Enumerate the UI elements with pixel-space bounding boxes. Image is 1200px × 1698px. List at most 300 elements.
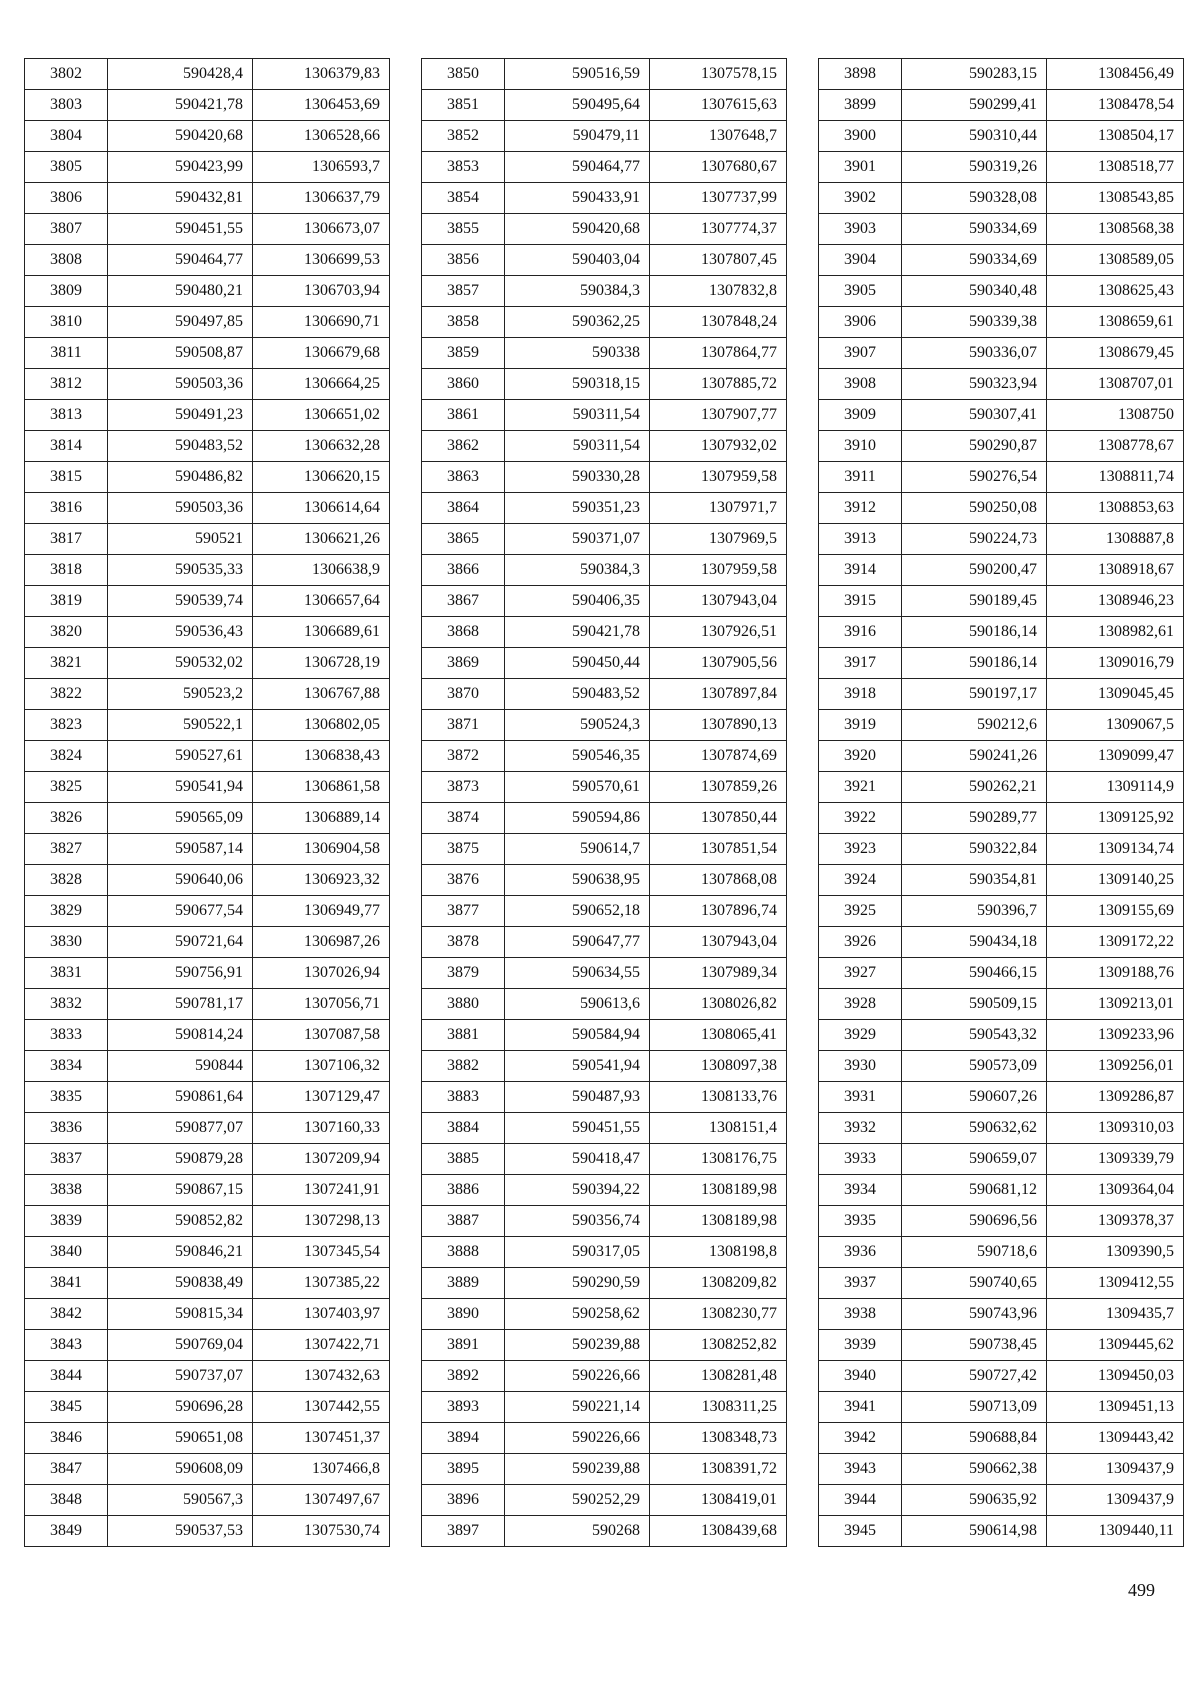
- table-row: [422, 989, 787, 1020]
- y-coordinate-cell: 1309045,45: [1047, 679, 1184, 710]
- x-coordinate-cell: 590503,36: [108, 369, 253, 400]
- x-coordinate-cell: 590450,44: [505, 648, 650, 679]
- table-row: [25, 896, 390, 927]
- x-coordinate-cell: 590354,81: [902, 865, 1047, 896]
- point-number-cell: 3807: [25, 214, 108, 245]
- point-number-cell: 3899: [819, 90, 902, 121]
- table-row: [422, 896, 787, 927]
- x-coordinate-cell: 590480,21: [108, 276, 253, 307]
- x-coordinate-cell: 590537,53: [108, 1516, 253, 1547]
- y-coordinate-cell: 1309016,79: [1047, 648, 1184, 679]
- x-coordinate-cell: 590239,88: [505, 1330, 650, 1361]
- x-coordinate-cell: 590290,59: [505, 1268, 650, 1299]
- table-row: [25, 121, 390, 152]
- y-coordinate-cell: 1308456,49: [1047, 59, 1184, 90]
- point-number-cell: 3834: [25, 1051, 108, 1082]
- x-coordinate-cell: 590212,6: [902, 710, 1047, 741]
- table-row: [819, 586, 1184, 617]
- table-row: [25, 524, 390, 555]
- y-coordinate-cell: 1307385,22: [253, 1268, 390, 1299]
- point-number-cell: 3855: [422, 214, 505, 245]
- point-number-cell: 3923: [819, 834, 902, 865]
- table-row: [819, 1330, 1184, 1361]
- y-coordinate-cell: 1307403,97: [253, 1299, 390, 1330]
- point-number-cell: 3853: [422, 152, 505, 183]
- y-coordinate-cell: 1307874,69: [650, 741, 787, 772]
- point-number-cell: 3897: [422, 1516, 505, 1547]
- point-number-cell: 3907: [819, 338, 902, 369]
- point-number-cell: 3873: [422, 772, 505, 803]
- y-coordinate-cell: 1307850,44: [650, 803, 787, 834]
- x-coordinate-cell: 590483,52: [108, 431, 253, 462]
- point-number-cell: 3857: [422, 276, 505, 307]
- y-coordinate-cell: 1307530,74: [253, 1516, 390, 1547]
- y-coordinate-cell: 1309378,37: [1047, 1206, 1184, 1237]
- table-row: [25, 679, 390, 710]
- table-row: [25, 1020, 390, 1051]
- y-coordinate-cell: 1309451,13: [1047, 1392, 1184, 1423]
- table-row: [819, 1361, 1184, 1392]
- point-number-cell: 3836: [25, 1113, 108, 1144]
- y-coordinate-cell: 1309443,42: [1047, 1423, 1184, 1454]
- point-number-cell: 3933: [819, 1144, 902, 1175]
- x-coordinate-cell: 590570,61: [505, 772, 650, 803]
- table-row: [422, 369, 787, 400]
- table-row: [25, 958, 390, 989]
- table-row: [25, 1206, 390, 1237]
- y-coordinate-cell: 1308097,38: [650, 1051, 787, 1082]
- table-row: [422, 679, 787, 710]
- point-number-cell: 3914: [819, 555, 902, 586]
- table-row: [25, 1454, 390, 1485]
- table-row: [25, 1516, 390, 1547]
- table-row: [422, 121, 787, 152]
- x-coordinate-cell: 590356,74: [505, 1206, 650, 1237]
- table-row: [819, 958, 1184, 989]
- table-row: [819, 1051, 1184, 1082]
- point-number-cell: 3810: [25, 307, 108, 338]
- y-coordinate-cell: 1307959,58: [650, 555, 787, 586]
- x-coordinate-cell: 590307,41: [902, 400, 1047, 431]
- point-number-cell: 3930: [819, 1051, 902, 1082]
- y-coordinate-cell: 1309412,55: [1047, 1268, 1184, 1299]
- point-number-cell: 3802: [25, 59, 108, 90]
- x-coordinate-cell: 590433,91: [505, 183, 650, 214]
- point-number-cell: 3869: [422, 648, 505, 679]
- table-row: [422, 400, 787, 431]
- table-row: [422, 1299, 787, 1330]
- y-coordinate-cell: 1309067,5: [1047, 710, 1184, 741]
- point-number-cell: 3839: [25, 1206, 108, 1237]
- point-number-cell: 3805: [25, 152, 108, 183]
- point-number-cell: 3940: [819, 1361, 902, 1392]
- y-coordinate-cell: 1308707,01: [1047, 369, 1184, 400]
- y-coordinate-cell: 1307129,47: [253, 1082, 390, 1113]
- x-coordinate-cell: 590241,26: [902, 741, 1047, 772]
- table-row: [819, 1516, 1184, 1547]
- table-row: [25, 59, 390, 90]
- table-row: [422, 1423, 787, 1454]
- x-coordinate-cell: 590737,07: [108, 1361, 253, 1392]
- x-coordinate-cell: 590634,55: [505, 958, 650, 989]
- point-number-cell: 3870: [422, 679, 505, 710]
- y-coordinate-cell: 1308281,48: [650, 1361, 787, 1392]
- y-coordinate-cell: 1307943,04: [650, 927, 787, 958]
- y-coordinate-cell: 1307926,51: [650, 617, 787, 648]
- y-coordinate-cell: 1306614,64: [253, 493, 390, 524]
- y-coordinate-cell: 1307056,71: [253, 989, 390, 1020]
- y-coordinate-cell: 1309155,69: [1047, 896, 1184, 927]
- y-coordinate-cell: 1307615,63: [650, 90, 787, 121]
- y-coordinate-cell: 1309134,74: [1047, 834, 1184, 865]
- y-coordinate-cell: 1306889,14: [253, 803, 390, 834]
- y-coordinate-cell: 1308679,45: [1047, 338, 1184, 369]
- x-coordinate-cell: 590420,68: [505, 214, 650, 245]
- y-coordinate-cell: 1307896,74: [650, 896, 787, 927]
- point-number-cell: 3817: [25, 524, 108, 555]
- table-row: [819, 1175, 1184, 1206]
- y-coordinate-cell: 1307832,8: [650, 276, 787, 307]
- point-number-cell: 3903: [819, 214, 902, 245]
- y-coordinate-cell: 1307774,37: [650, 214, 787, 245]
- x-coordinate-cell: 590497,85: [108, 307, 253, 338]
- table-row: [25, 710, 390, 741]
- point-number-cell: 3850: [422, 59, 505, 90]
- y-coordinate-cell: 1307422,71: [253, 1330, 390, 1361]
- x-coordinate-cell: 590718,6: [902, 1237, 1047, 1268]
- y-coordinate-cell: 1309125,92: [1047, 803, 1184, 834]
- point-number-cell: 3941: [819, 1392, 902, 1423]
- point-number-cell: 3927: [819, 958, 902, 989]
- x-coordinate-cell: 590696,28: [108, 1392, 253, 1423]
- point-number-cell: 3877: [422, 896, 505, 927]
- point-number-cell: 3814: [25, 431, 108, 462]
- y-coordinate-cell: 1307890,13: [650, 710, 787, 741]
- y-coordinate-cell: 1308778,67: [1047, 431, 1184, 462]
- x-coordinate-cell: 590727,42: [902, 1361, 1047, 1392]
- point-number-cell: 3913: [819, 524, 902, 555]
- x-coordinate-cell: 590487,93: [505, 1082, 650, 1113]
- x-coordinate-cell: 590614,7: [505, 834, 650, 865]
- x-coordinate-cell: 590328,08: [902, 183, 1047, 214]
- x-coordinate-cell: 590738,45: [902, 1330, 1047, 1361]
- y-coordinate-cell: 1306690,71: [253, 307, 390, 338]
- table-row: [422, 555, 787, 586]
- x-coordinate-cell: 590640,06: [108, 865, 253, 896]
- x-coordinate-cell: 590371,07: [505, 524, 650, 555]
- point-number-cell: 3910: [819, 431, 902, 462]
- y-coordinate-cell: 1308189,98: [650, 1175, 787, 1206]
- y-coordinate-cell: 1308811,74: [1047, 462, 1184, 493]
- table-row: [819, 1206, 1184, 1237]
- table-row: [819, 431, 1184, 462]
- x-coordinate-cell: 590224,73: [902, 524, 1047, 555]
- x-coordinate-cell: 590464,77: [108, 245, 253, 276]
- table-row: [819, 400, 1184, 431]
- table-row: [422, 710, 787, 741]
- point-number-cell: 3818: [25, 555, 108, 586]
- y-coordinate-cell: 1308568,38: [1047, 214, 1184, 245]
- y-coordinate-cell: 1308625,43: [1047, 276, 1184, 307]
- table-row: [819, 772, 1184, 803]
- table-row: [25, 369, 390, 400]
- table-row: [819, 1268, 1184, 1299]
- x-coordinate-cell: 590239,88: [505, 1454, 650, 1485]
- point-number-cell: 3811: [25, 338, 108, 369]
- x-coordinate-cell: 590546,35: [505, 741, 650, 772]
- x-coordinate-cell: 590527,61: [108, 741, 253, 772]
- x-coordinate-cell: 590226,66: [505, 1361, 650, 1392]
- table-row: [422, 245, 787, 276]
- point-number-cell: 3938: [819, 1299, 902, 1330]
- table-row: [819, 865, 1184, 896]
- point-number-cell: 3896: [422, 1485, 505, 1516]
- point-number-cell: 3838: [25, 1175, 108, 1206]
- x-coordinate-cell: 590838,49: [108, 1268, 253, 1299]
- y-coordinate-cell: 1308750: [1047, 400, 1184, 431]
- point-number-cell: 3835: [25, 1082, 108, 1113]
- y-coordinate-cell: 1306638,9: [253, 555, 390, 586]
- point-number-cell: 3881: [422, 1020, 505, 1051]
- table-row: [422, 648, 787, 679]
- x-coordinate-cell: 590268: [505, 1516, 650, 1547]
- x-coordinate-cell: 590362,25: [505, 307, 650, 338]
- x-coordinate-cell: 590351,23: [505, 493, 650, 524]
- y-coordinate-cell: 1307969,5: [650, 524, 787, 555]
- y-coordinate-cell: 1308133,76: [650, 1082, 787, 1113]
- table-row: [819, 245, 1184, 276]
- point-number-cell: 3942: [819, 1423, 902, 1454]
- y-coordinate-cell: 1308348,73: [650, 1423, 787, 1454]
- point-number-cell: 3848: [25, 1485, 108, 1516]
- y-coordinate-cell: 1308543,85: [1047, 183, 1184, 214]
- x-coordinate-cell: 590338: [505, 338, 650, 369]
- point-number-cell: 3849: [25, 1516, 108, 1547]
- x-coordinate-cell: 590486,82: [108, 462, 253, 493]
- table-row: [422, 772, 787, 803]
- y-coordinate-cell: 1309445,62: [1047, 1330, 1184, 1361]
- table-row: [25, 1175, 390, 1206]
- table-row: [422, 59, 787, 90]
- y-coordinate-cell: 1309213,01: [1047, 989, 1184, 1020]
- table-row: [422, 214, 787, 245]
- x-coordinate-cell: 590844: [108, 1051, 253, 1082]
- y-coordinate-cell: 1307737,99: [650, 183, 787, 214]
- point-number-cell: 3872: [422, 741, 505, 772]
- x-coordinate-cell: 590290,87: [902, 431, 1047, 462]
- y-coordinate-cell: 1306689,61: [253, 617, 390, 648]
- y-coordinate-cell: 1307905,56: [650, 648, 787, 679]
- x-coordinate-cell: 590421,78: [108, 90, 253, 121]
- point-number-cell: 3925: [819, 896, 902, 927]
- point-number-cell: 3809: [25, 276, 108, 307]
- table-row: [819, 1237, 1184, 1268]
- point-number-cell: 3867: [422, 586, 505, 617]
- y-coordinate-cell: 1309286,87: [1047, 1082, 1184, 1113]
- table-row: [819, 1113, 1184, 1144]
- y-coordinate-cell: 1306728,19: [253, 648, 390, 679]
- point-number-cell: 3844: [25, 1361, 108, 1392]
- point-number-cell: 3931: [819, 1082, 902, 1113]
- table-row: [422, 1392, 787, 1423]
- x-coordinate-cell: 590638,95: [505, 865, 650, 896]
- y-coordinate-cell: 1309450,03: [1047, 1361, 1184, 1392]
- point-number-cell: 3883: [422, 1082, 505, 1113]
- point-number-cell: 3944: [819, 1485, 902, 1516]
- x-coordinate-cell: 590428,4: [108, 59, 253, 90]
- table-row: [25, 586, 390, 617]
- point-number-cell: 3909: [819, 400, 902, 431]
- y-coordinate-cell: 1306651,02: [253, 400, 390, 431]
- x-coordinate-cell: 590186,14: [902, 648, 1047, 679]
- point-number-cell: 3890: [422, 1299, 505, 1330]
- table-row: [25, 1299, 390, 1330]
- point-number-cell: 3841: [25, 1268, 108, 1299]
- table-row: [422, 1237, 787, 1268]
- y-coordinate-cell: 1308189,98: [650, 1206, 787, 1237]
- y-coordinate-cell: 1307106,32: [253, 1051, 390, 1082]
- y-coordinate-cell: 1308887,8: [1047, 524, 1184, 555]
- y-coordinate-cell: 1307851,54: [650, 834, 787, 865]
- point-number-cell: 3813: [25, 400, 108, 431]
- y-coordinate-cell: 1308176,75: [650, 1144, 787, 1175]
- point-number-cell: 3926: [819, 927, 902, 958]
- y-coordinate-cell: 1309256,01: [1047, 1051, 1184, 1082]
- table-row: [25, 1051, 390, 1082]
- table-row: [25, 1361, 390, 1392]
- point-number-cell: 3859: [422, 338, 505, 369]
- point-number-cell: 3919: [819, 710, 902, 741]
- table-row: [819, 1299, 1184, 1330]
- table-row: [25, 927, 390, 958]
- y-coordinate-cell: 1308391,72: [650, 1454, 787, 1485]
- point-number-cell: 3934: [819, 1175, 902, 1206]
- y-coordinate-cell: 1306679,68: [253, 338, 390, 369]
- x-coordinate-cell: 590384,3: [505, 555, 650, 586]
- y-coordinate-cell: 1307160,33: [253, 1113, 390, 1144]
- point-number-cell: 3821: [25, 648, 108, 679]
- y-coordinate-cell: 1307868,08: [650, 865, 787, 896]
- coordinates-table-2: [421, 58, 787, 1547]
- point-number-cell: 3862: [422, 431, 505, 462]
- y-coordinate-cell: 1308230,77: [650, 1299, 787, 1330]
- x-coordinate-cell: 590283,15: [902, 59, 1047, 90]
- table-row: [819, 803, 1184, 834]
- point-number-cell: 3928: [819, 989, 902, 1020]
- table-row: [25, 1237, 390, 1268]
- table-row: [422, 1206, 787, 1237]
- x-coordinate-cell: 590647,77: [505, 927, 650, 958]
- table-row: [25, 245, 390, 276]
- x-coordinate-cell: 590262,21: [902, 772, 1047, 803]
- x-coordinate-cell: 590483,52: [505, 679, 650, 710]
- point-number-cell: 3843: [25, 1330, 108, 1361]
- table-row: [819, 1485, 1184, 1516]
- y-coordinate-cell: 1308589,05: [1047, 245, 1184, 276]
- x-coordinate-cell: 590432,81: [108, 183, 253, 214]
- point-number-cell: 3823: [25, 710, 108, 741]
- y-coordinate-cell: 1309437,9: [1047, 1485, 1184, 1516]
- x-coordinate-cell: 590536,43: [108, 617, 253, 648]
- table-row: [25, 1113, 390, 1144]
- table-row: [819, 927, 1184, 958]
- x-coordinate-cell: 590276,54: [902, 462, 1047, 493]
- point-number-cell: 3825: [25, 772, 108, 803]
- x-coordinate-cell: 590403,04: [505, 245, 650, 276]
- x-coordinate-cell: 590289,77: [902, 803, 1047, 834]
- point-number-cell: 3888: [422, 1237, 505, 1268]
- x-coordinate-cell: 590221,14: [505, 1392, 650, 1423]
- x-coordinate-cell: 590522,1: [108, 710, 253, 741]
- x-coordinate-cell: 590451,55: [108, 214, 253, 245]
- x-coordinate-cell: 590573,09: [902, 1051, 1047, 1082]
- y-coordinate-cell: 1306904,58: [253, 834, 390, 865]
- y-coordinate-cell: 1308518,77: [1047, 152, 1184, 183]
- x-coordinate-cell: 590696,56: [902, 1206, 1047, 1237]
- table-row: [819, 1082, 1184, 1113]
- table-row: [422, 927, 787, 958]
- table-row: [25, 772, 390, 803]
- point-number-cell: 3842: [25, 1299, 108, 1330]
- x-coordinate-cell: 590421,78: [505, 617, 650, 648]
- y-coordinate-cell: 1307497,67: [253, 1485, 390, 1516]
- table-row: [422, 1485, 787, 1516]
- point-number-cell: 3936: [819, 1237, 902, 1268]
- table-row: [25, 307, 390, 338]
- y-coordinate-cell: 1307345,54: [253, 1237, 390, 1268]
- y-coordinate-cell: 1307971,7: [650, 493, 787, 524]
- y-coordinate-cell: 1309339,79: [1047, 1144, 1184, 1175]
- x-coordinate-cell: 590662,38: [902, 1454, 1047, 1485]
- x-coordinate-cell: 590781,17: [108, 989, 253, 1020]
- point-number-cell: 3812: [25, 369, 108, 400]
- point-number-cell: 3833: [25, 1020, 108, 1051]
- y-coordinate-cell: 1309114,9: [1047, 772, 1184, 803]
- y-coordinate-cell: 1309233,96: [1047, 1020, 1184, 1051]
- table-row: [422, 1330, 787, 1361]
- y-coordinate-cell: 1306621,26: [253, 524, 390, 555]
- table-row: [819, 493, 1184, 524]
- point-number-cell: 3895: [422, 1454, 505, 1485]
- table-row: [422, 338, 787, 369]
- point-number-cell: 3918: [819, 679, 902, 710]
- table-row: [25, 834, 390, 865]
- x-coordinate-cell: 590503,36: [108, 493, 253, 524]
- table-row: [422, 741, 787, 772]
- point-number-cell: 3860: [422, 369, 505, 400]
- point-number-cell: 3889: [422, 1268, 505, 1299]
- coordinates-table-1: [24, 58, 390, 1547]
- point-number-cell: 3815: [25, 462, 108, 493]
- point-number-cell: 3932: [819, 1113, 902, 1144]
- point-number-cell: 3874: [422, 803, 505, 834]
- y-coordinate-cell: 1309435,7: [1047, 1299, 1184, 1330]
- y-coordinate-cell: 1307087,58: [253, 1020, 390, 1051]
- x-coordinate-cell: 590340,48: [902, 276, 1047, 307]
- y-coordinate-cell: 1307859,26: [650, 772, 787, 803]
- table-row: [25, 276, 390, 307]
- y-coordinate-cell: 1309440,11: [1047, 1516, 1184, 1547]
- point-number-cell: 3937: [819, 1268, 902, 1299]
- y-coordinate-cell: 1306767,88: [253, 679, 390, 710]
- table-row: [422, 307, 787, 338]
- point-number-cell: 3837: [25, 1144, 108, 1175]
- point-number-cell: 3851: [422, 90, 505, 121]
- x-coordinate-cell: 590635,92: [902, 1485, 1047, 1516]
- x-coordinate-cell: 590252,29: [505, 1485, 650, 1516]
- point-number-cell: 3886: [422, 1175, 505, 1206]
- table-row: [25, 1268, 390, 1299]
